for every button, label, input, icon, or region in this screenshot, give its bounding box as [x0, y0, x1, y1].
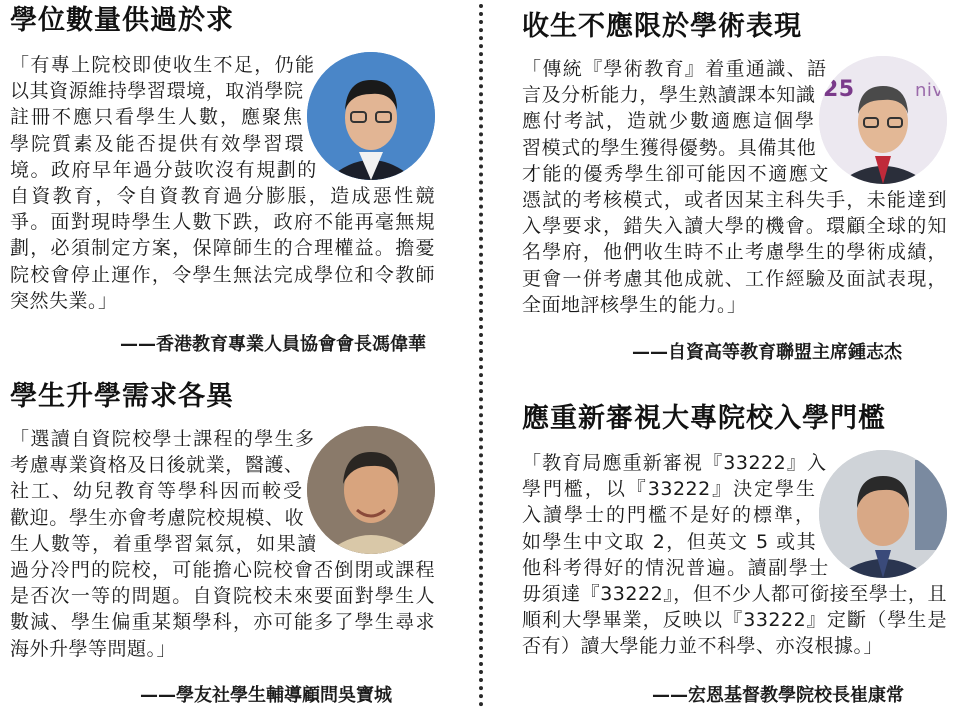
quote-text: 「有專上院校即使收生不足，仍能以其資源維持學習環境，取消學院註冊不應只看學生人數，應聚焦學院質素及能否提供有效學習環境。政府早年過分鼓吹沒有規劃的自資教育，令自資教育過分膨脹，造成惡性競爭。面對現時學生人數下跌，政府不能再毫無規劃，必須制定方案，保障師生的合理權益。擔憂院校會停止運作，令學生無法完成學位和令教師突然失業。」: [10, 54, 435, 312]
svg-text:niv: niv: [915, 80, 944, 101]
quote-text: 「選讀自資院校學士課程的學生多考慮專業資格及日後就業，醫護、社工、幼兒教育等學科因而較受歡迎。學生亦會考慮院校規模、收生人數等，着重學習氣氛，如果讀過分冷門的院校，可能擔心院校會否倒閉或課程是否次一等的問題。自資院校未來要面對學生人數減、學生偏重某類學科，亦可能多了學生尋求海外升學等問題。」: [10, 428, 435, 660]
section-heading: 應重新審視大專院校入學門檻: [522, 403, 886, 434]
attribution: ——自資高等教育聯盟主席鍾志杰: [632, 342, 902, 363]
portrait-icon: [819, 56, 947, 184]
quote-block: [10, 52, 435, 314]
backdrop-text: 25: [823, 77, 855, 102]
attribution: ——香港教育專業人員協會會長馮偉華: [120, 334, 426, 355]
quote-text: 「教育局應重新審視『33222』入學門檻，以『33222』決定學生入讀學士的門檻不是好的標準，如學生中文取 2，但英文 5 或其他科考得好的情況普遍。讀副學士毋須達『33222』，但不少人都可銜接至學士，且順利大學畢業，反映以『33222』定斷（學生是否有）讀大學能力並不科學、亦沒根據。」: [522, 452, 947, 658]
portrait-photo: [819, 56, 947, 184]
attribution: ——學友社學生輔導顧問吳寶城: [140, 685, 392, 706]
section-heading: 學生升學需求各異: [10, 381, 234, 412]
quote-text: 「傳統『學術教育』着重通識、語言及分析能力，學生熟讀課本知識應付考試，造就少數適應這個學習模式的學生獲得優勢。具備其他才能的優秀學生卻可能因不適應文憑試的考核模式，或者因某主科失手，未能達到入學要求，錯失入讀大學的機會。環顧全球的知名學府，他們收生時不止考慮學生的學術成績，更會一併考慮其他成就、工作經驗及面試表現，全面地評核學生的能力。」: [522, 58, 947, 316]
portrait-photo: [307, 52, 435, 180]
section-3: [522, 10, 947, 44]
quote-block: [522, 56, 947, 318]
portrait-photo: [307, 426, 435, 554]
section-1: [10, 4, 435, 38]
quote-block: [522, 450, 947, 660]
portrait-photo: [819, 450, 947, 578]
column-divider: [479, 4, 483, 707]
portrait-icon: [307, 52, 435, 180]
quote-block: [10, 426, 435, 662]
portrait-icon: [307, 426, 435, 554]
section-4: [522, 402, 947, 436]
attribution: ——宏恩基督教學院校長崔康常: [652, 685, 904, 706]
portrait-icon: [819, 450, 947, 578]
section-heading: 收生不應限於學術表現: [522, 11, 802, 42]
section-heading: 學位數量供過於求: [10, 5, 234, 36]
section-2: [10, 380, 435, 414]
